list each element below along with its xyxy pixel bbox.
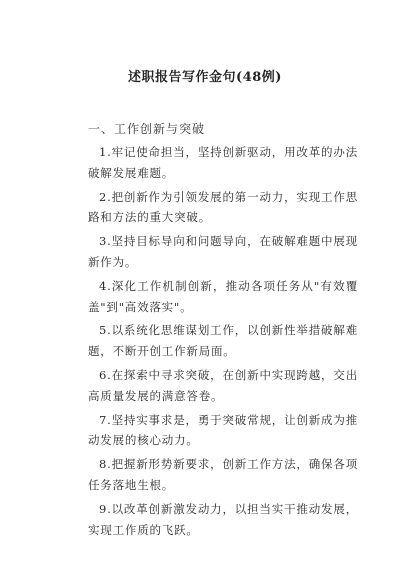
item-list bbox=[88, 142, 358, 543]
section-heading: 一、工作创新与突破 bbox=[88, 122, 206, 136]
list-item: 9.以改革创新激发动力，以担当实干推动发展，实现工作质的飞跃。 bbox=[88, 501, 358, 537]
document-title: 述职报告写作金句(48例) bbox=[128, 70, 282, 85]
list-item: 1.牢记使命担当，坚持创新驱动，用改革的办法破解发展难题。 bbox=[88, 145, 358, 180]
list-item: 7.坚持实事求是，勇于突破常规，让创新成为推动发展的核心动力。 bbox=[88, 412, 358, 448]
list-item: 6.在探索中寻求突破，在创新中实现跨越，交出高质量发展的满意答卷。 bbox=[88, 367, 358, 403]
list-item: 2.把创新作为引领发展的第一动力，实现工作思路和方法的重大突破。 bbox=[88, 189, 358, 225]
list-item: 3.坚持目标导向和问题导向，在破解难题中展现新作为。 bbox=[88, 234, 358, 269]
list-item: 4.深化工作机制创新，推动各项任务从"有效覆盖"到"高效落实"。 bbox=[88, 278, 358, 314]
list-item: 8.把握新形势新要求，创新工作方法，确保各项任务落地生根。 bbox=[88, 457, 358, 492]
list-item: 5.以系统化思维谋划工作，以创新性举措破解难题，不断开创工作新局面。 bbox=[88, 323, 358, 359]
